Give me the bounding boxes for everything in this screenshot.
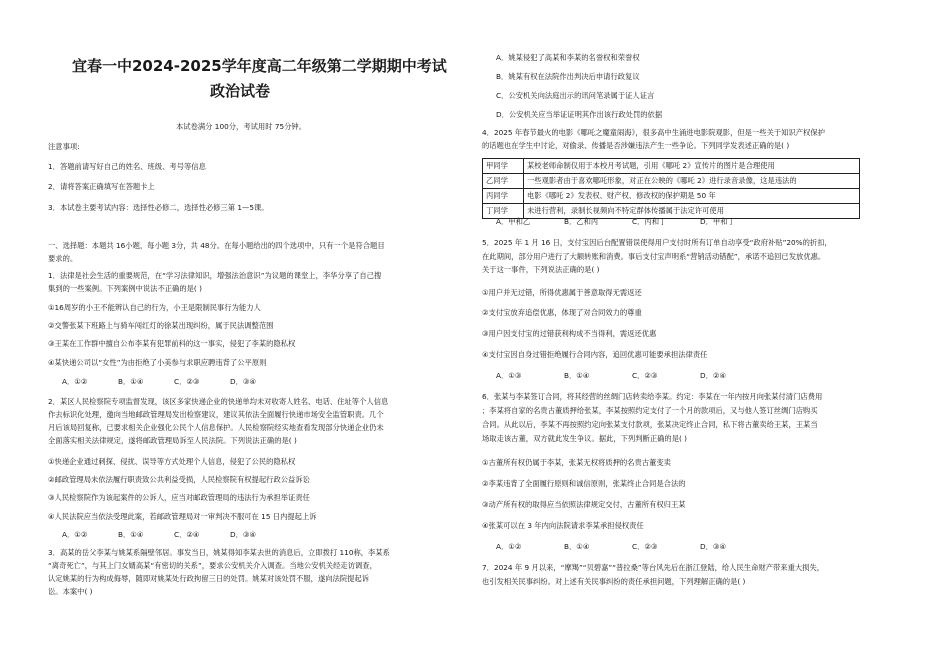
table-cell-student: 乙同学 (483, 174, 524, 189)
option-a[interactable]: A．①② (62, 530, 88, 539)
option-d[interactable]: D．③④ (700, 542, 726, 551)
question-5-options (496, 371, 768, 381)
question-3-option-b[interactable]: B．姚某有权在法院作出判决后申请行政复议 (496, 72, 640, 81)
question-2-options (62, 530, 286, 540)
table-row (483, 174, 860, 189)
question-1-stem: 1．法律是社会生活的重要规范，在“学习法律知识，增强法治意识”为议题的课堂上，李华分享了自己搜 (48, 271, 382, 280)
question-2-stem: 2．某区人民检察院专项监督发现，该区多家快递企业的快递单均未对收寄人姓名、电话、住址等个人信息 (48, 397, 389, 406)
question-2-item: ②邮政管理局未依法履行职责致公共利益受损，人民检察院有权提起行政公益诉讼 (48, 475, 310, 484)
question-6-item: ①古董所有权仍属于李某，张某无权将质押的名贵古董变卖 (482, 458, 671, 467)
question-2-stem: 全面落实相关法律规定，遂将邮政管理局诉至人民法院。下列说法正确的是( ) (48, 436, 297, 445)
question-1-item: ②交警张某下班路上与骑车闯红灯的徐某出现纠纷，属于民法调整范围 (48, 321, 274, 330)
question-7-stem: 也引发相关民事纠纷。对上述有关民事纠纷的责任承担问题，下列理解正确的是( ) (482, 577, 746, 586)
note-item: 3．本试卷主要考试内容：选择性必修二，选择性必修三第 1—5课。 (48, 203, 269, 212)
table-row (483, 159, 860, 174)
question-5-item: ①用户并无过错，所得优惠属于善意取得无需返还 (482, 288, 642, 297)
option-d[interactable]: D．②④ (700, 371, 726, 380)
option-a[interactable]: A．①② (62, 377, 88, 386)
table-cell-statement: 电影《哪吒 2》发表权、财产权、修改权的保护期是 50 年 (524, 189, 860, 204)
section-heading: 要求的。 (48, 254, 78, 263)
question-5-item: ②支付宝放弃追偿优惠，体现了对合同效力的尊重 (482, 308, 642, 317)
question-2-item: ①快递企业通过刺探、侵扰、误导等方式处理个人信息，侵犯了公民的隐私权 (48, 457, 296, 466)
option-a[interactable]: A．①③ (496, 371, 522, 380)
question-2-item: ③人民检察院作为该起案件的公诉人，应当对邮政管理局的违法行为承担举证责任 (48, 493, 310, 502)
notes-heading: 注意事项: (48, 142, 80, 151)
option-b[interactable]: B．①④ (564, 371, 590, 380)
question-4-options (496, 217, 768, 227)
question-6-item: ④张某可以在 3 年内向法院请求李某承担侵权责任 (482, 521, 644, 530)
question-4-table (482, 158, 860, 219)
question-3-stem: “离奇死亡”，与其上门女婿高某“有密切的关系”，要求公安机关介入调查。当地公安机关经走访调查， (48, 561, 377, 570)
table-cell-statement: 未进行营利，录制长视频向不特定群体传播属于法定许可使用 (524, 204, 860, 219)
exam-subtitle: 政治试卷 (210, 82, 271, 100)
question-5-item: ③用户因支付宝的过错获利构成不当得利，需返还优惠 (482, 329, 657, 338)
question-4-stem: 4．2025 年春节最火的电影《哪吒之魔童闹海》，很多高中生涌进电影院观影，但是一些关于知识产权保护 (482, 128, 825, 137)
question-5-item: ④支付宝因自身过错拒绝履行合同内容，追回优惠可能要承担法律责任 (482, 350, 708, 359)
question-6-item: ②李某违背了全面履行原则和诚信原则，张某终止合同是合法的 (482, 479, 686, 488)
question-5-stem: 关于这一事件，下列说法正确的是( ) (482, 265, 600, 274)
option-b[interactable]: B．乙和丙 (564, 217, 599, 226)
option-c[interactable]: C．②③ (632, 371, 658, 380)
question-3-stem: 认定姚某的行为构成侮辱，随即对姚某处行政拘留三日的处罚。姚某对该处罚不服，遂向法院提起诉 (48, 574, 370, 583)
question-1-item: ①16周岁的小王不能辨认自己的行为，小王是限制民事行为能力人 (48, 303, 261, 312)
question-3-option-d[interactable]: D．公安机关应当举证证明其作出该行政处罚的依据 (496, 110, 663, 119)
option-d[interactable]: D．③④ (230, 377, 256, 386)
question-5-stem: 5．2025 年 1 月 16 日，支付宝因后台配置错误使得用户支付时所有订单自动享受“政府补贴”20%的折扣， (482, 238, 832, 247)
table-cell-student: 丙同学 (483, 189, 524, 204)
option-c[interactable]: C．②③ (174, 377, 200, 386)
question-3-stem: 讼。本案中( ) (48, 587, 93, 596)
question-2-stem: 作去标识化处理，邀向当地邮政管理局发出检察建议，建议其依法全面履行快递市场安全监管职责。几个 (48, 410, 384, 419)
option-b[interactable]: B．①④ (564, 542, 590, 551)
question-5-stem: 在此期间，部分用户进行了大额转账和消费。事后支付宝声明系“营销活动错配”，承诺不追回已发放优惠。 (482, 252, 826, 261)
question-3-stem: 3．高某的岳父李某与姚某系隔壁邻居。事发当日，姚某得知李某去世的消息后，立即拨打 110称，李某系 (48, 548, 390, 557)
section-heading: 一、选择题：本题共 16小题，每小题 3分，共 48分。在每小题给出的四个选项中，只有一个是符合题目 (48, 241, 385, 250)
option-c[interactable]: C．②④ (174, 530, 200, 539)
question-6-stem: ；李某将自家的名贵古董质押给张某，李某按照约定支付了一个月的款项后，又与他人签订丝绸门店购买 (482, 406, 818, 415)
question-1-options (62, 377, 286, 387)
table-cell-student: 甲同学 (483, 159, 524, 174)
table-row (483, 189, 860, 204)
table-cell-statement: 一些观影者由于喜欢哪吒形象，对正在公映的《哪吒 2》进行录音录像，这是违法的 (524, 174, 860, 189)
question-1-stem: 集到的一些案例。下列案例中说法不正确的是( ) (48, 284, 202, 293)
table-cell-statement: 某校老师命制仅用于本校月考试题，引用《哪吒 2》宣传片的图片是合理使用 (524, 159, 860, 174)
table-cell-student: 丁同学 (483, 204, 524, 219)
exam-info: 本试卷满分 100分，考试用时 75分钟。 (176, 122, 307, 131)
question-7-stem: 7．2024 年 9 月以来，“摩羯”“贝碧嘉”“普拉桑”等台风先后在浙江登陆，给人民生命财产带来重大损失， (482, 563, 825, 572)
option-d[interactable]: D．③④ (230, 530, 256, 539)
option-b[interactable]: B．①④ (118, 377, 144, 386)
question-3-option-c[interactable]: C．公安机关向法庭出示的讯问笔录属于证人证言 (496, 91, 655, 100)
option-d[interactable]: D．甲和丁 (700, 217, 735, 226)
question-1-item: ③王某在工作群中擅自公布李某有犯罪前科的这一事实，侵犯了李某的隐私权 (48, 339, 296, 348)
question-6-stem: 6．张某与李某签订合同，将其经营的丝绸门店转卖给李某。约定：李某在一年内按月向张某付清门店费用 (482, 392, 823, 401)
question-4-stem: 的话题也在学生中讨论，对偷录、传播是否涉嫌违法产生一些争论。下列同学发表述正确的是( ) (482, 141, 790, 150)
question-6-stem: 场取走该古董，双方就此发生争议。据此，下列判断正确的是( ) (482, 434, 688, 443)
option-a[interactable]: A．甲和乙 (496, 217, 531, 226)
question-3-option-a[interactable]: A．姚某侵犯了高某和李某的名誉权和荣誉权 (496, 53, 640, 62)
note-item: 2．请将答案正确填写在答题卡上 (48, 182, 155, 191)
question-1-item: ④某快递公司以“女性”为由拒绝了小美参与求职应聘违背了公平原则 (48, 358, 267, 367)
option-c[interactable]: C．丙和丁 (632, 217, 667, 226)
note-item: 1．答题前请写好自己的姓名、班级、考号等信息 (48, 162, 206, 171)
question-6-item: ③动产所有权的取得应当依照法律规定交付，古董所有权归王某 (482, 500, 686, 509)
question-2-item: ④人民法院应当依法受理此案，若邮政管理局对一审判决不服可在 15 日内提起上诉 (48, 512, 317, 521)
question-6-options (496, 542, 768, 552)
option-c[interactable]: C．②③ (632, 542, 658, 551)
question-2-stem: 月后该局回复称，已要求相关企业强化公民个人信息保护。人民检察院经实地查看发现部分快递企业仍未 (48, 423, 384, 432)
question-6-stem: 合同。从此以后，李某不再按照约定向张某支付款项，张某决定终止合同，私下将古董卖给王某，王某当 (482, 420, 818, 429)
exam-title: 宜春一中2024-2025学年度高二年级第二学期期中考试 (72, 57, 447, 75)
option-a[interactable]: A．①② (496, 542, 522, 551)
option-b[interactable]: B．①④ (118, 530, 144, 539)
